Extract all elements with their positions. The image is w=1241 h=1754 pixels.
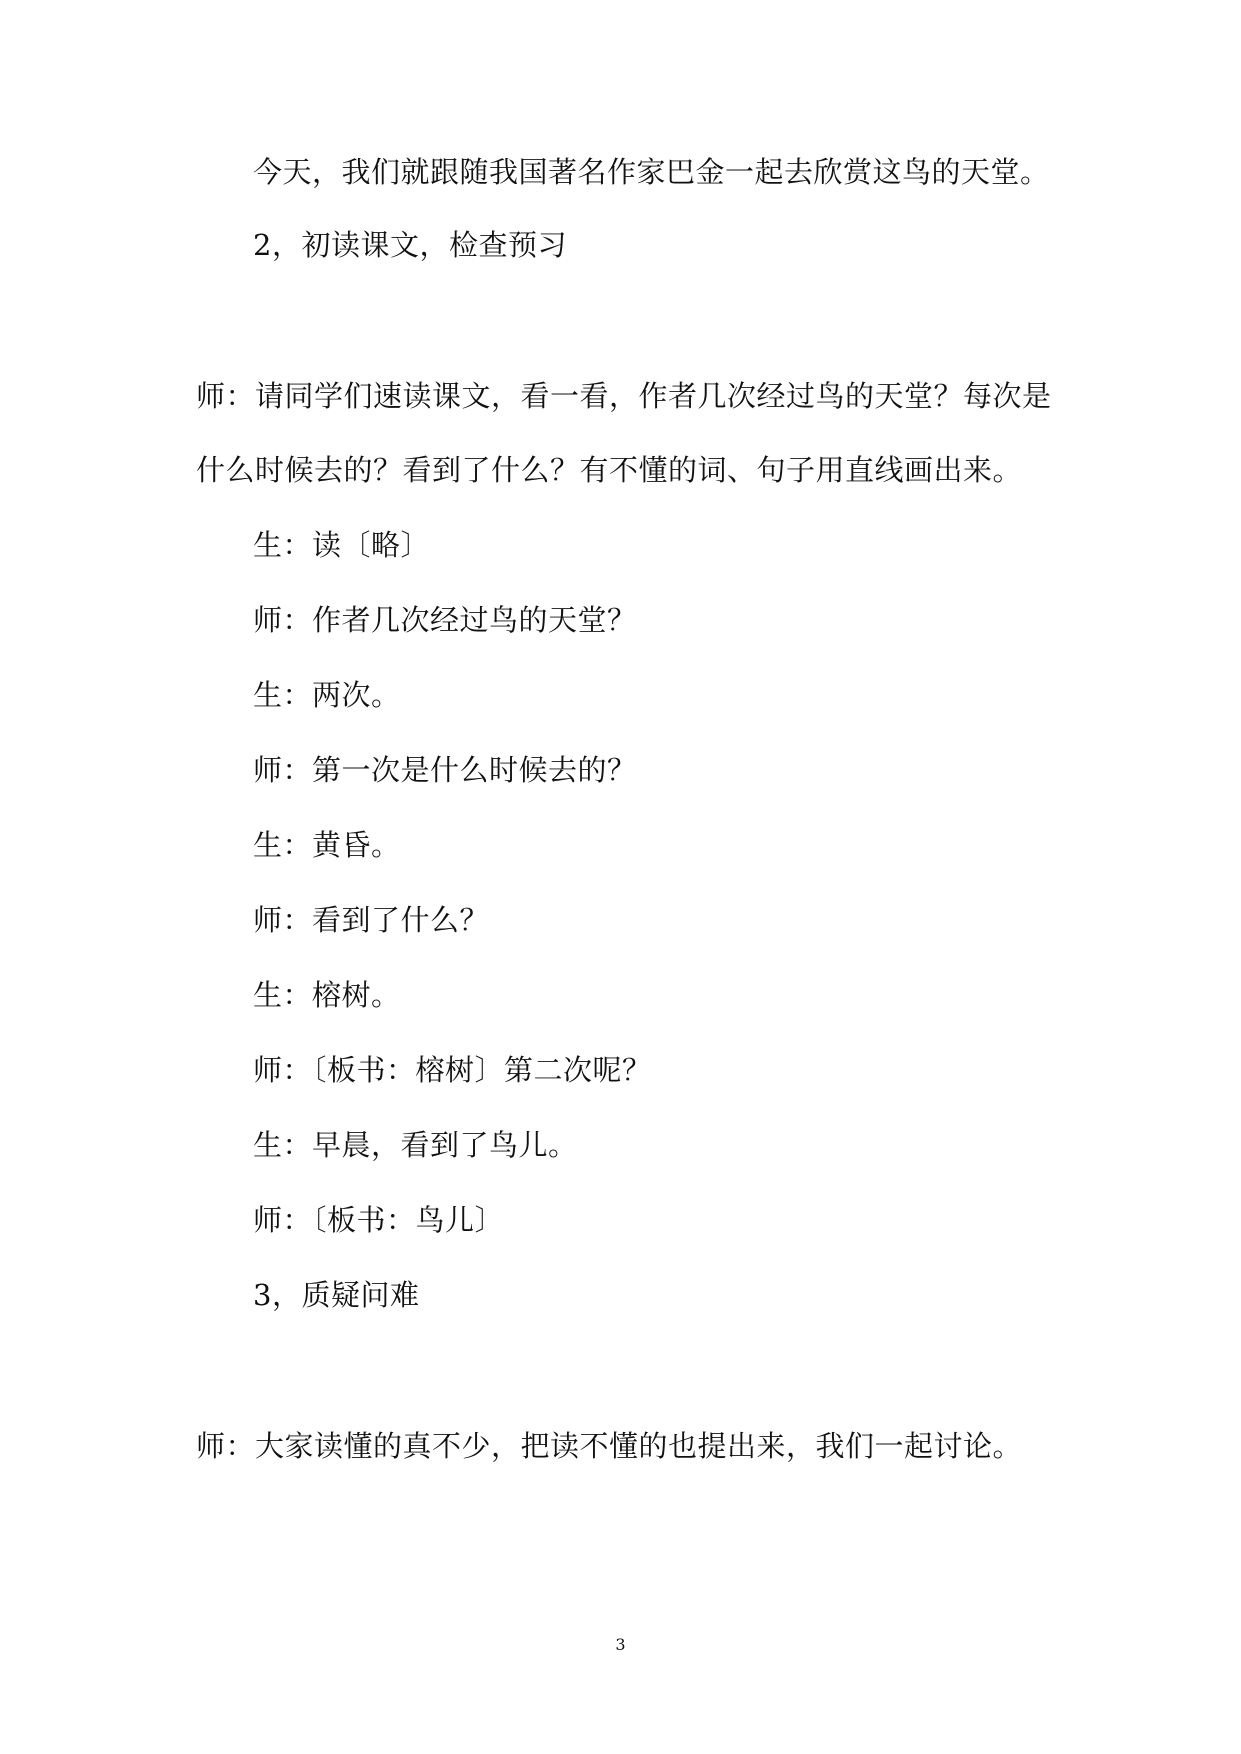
section-heading: 2，初读课文，检查预习 (253, 228, 567, 262)
dialogue-line: 师：第一次是什么时候去的？ (253, 753, 637, 787)
dialogue-line: 师：作者几次经过鸟的天堂？ (253, 603, 637, 637)
paragraph-line: 今天，我们就跟随我国著名作家巴金一起去欣赏这鸟的天堂。 (253, 155, 1050, 189)
page-number: 3 (615, 1635, 626, 1654)
dialogue-line: 生：两次。 (253, 678, 401, 712)
paragraph-line: 什么时候去的？看到了什么？有不懂的词、句子用直线画出来。 (196, 453, 1023, 487)
dialogue-line: 师：〔板书：榕树〕第二次呢？ (253, 1053, 652, 1087)
paragraph-line: 师：请同学们速读课文，看一看，作者几次经过鸟的天堂？每次是 (196, 379, 1052, 413)
dialogue-line: 生：黄昏。 (253, 828, 401, 862)
paragraph-line: 师：大家读懂的真不少，把读不懂的也提出来，我们一起讨论。 (196, 1429, 1023, 1463)
dialogue-line: 生：早晨，看到了鸟儿。 (253, 1128, 578, 1162)
dialogue-line: 生：榕树。 (253, 978, 401, 1012)
dialogue-line: 生：读〔略〕 (253, 528, 431, 562)
section-heading: 3，质疑问难 (253, 1278, 420, 1312)
dialogue-line: 师：看到了什么？ (253, 903, 490, 937)
dialogue-line: 师：〔板书：鸟儿〕 (253, 1203, 505, 1237)
